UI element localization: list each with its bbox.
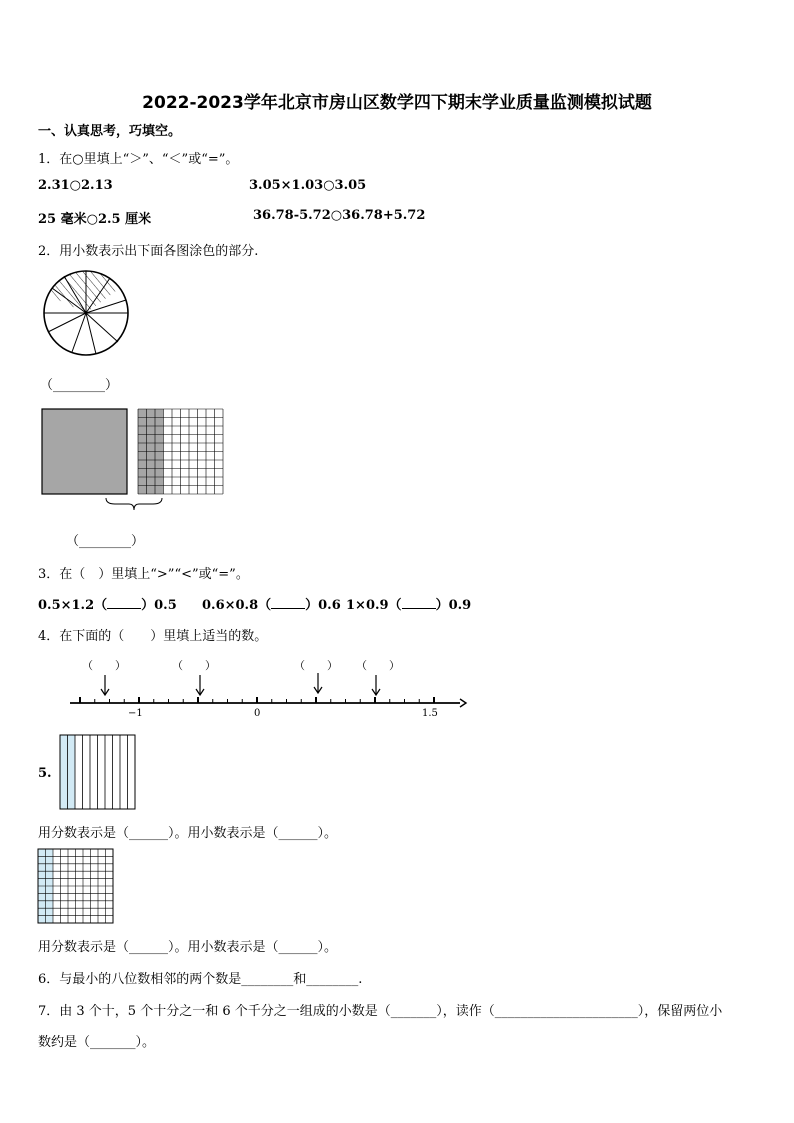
q3-item-2-right: ）0.6: [305, 598, 341, 613]
q4-paren-4[interactable]: （ ）: [356, 659, 400, 672]
q4-paren-2[interactable]: （ ）: [172, 659, 216, 672]
q7-line-2: 数约是（_______）。: [38, 1035, 156, 1050]
brace: [105, 497, 163, 511]
q1-item-4: 36.78-5.72○36.78+5.72: [253, 208, 426, 223]
q4-text: 4．在下面的（ ）里填上适当的数。: [38, 629, 268, 644]
q1-item-2: 3.05×1.03○3.05: [249, 178, 367, 193]
q3-blank-1[interactable]: [107, 596, 141, 609]
q3-blank-3[interactable]: [402, 596, 436, 609]
q3-text: 3．在（ ）里填上“>”“<”或“=”。: [38, 567, 249, 582]
q3-item-1-right: ）0.5: [141, 598, 177, 613]
q3-item-2: [202, 594, 341, 613]
tick-label-neg1: −1: [128, 708, 143, 719]
strip-figure: [59, 734, 137, 810]
q6-text: 6．与最小的八位数相邻的两个数是________和________.: [38, 972, 363, 987]
q3-item-3: [346, 594, 471, 613]
q3-item-1-left: 0.5×1.2（: [38, 598, 108, 613]
q3-item-3-right: ）0.9: [435, 598, 472, 613]
q5-line-2: 用分数表示是（______）。用小数表示是（______）。: [38, 940, 338, 955]
q1-item-1: 2.31○2.13: [38, 178, 113, 193]
q5-line-1: 用分数表示是（______）。用小数表示是（______）。: [38, 826, 338, 841]
shaded-circle-figure: [42, 270, 132, 358]
q3-blank-2[interactable]: [271, 596, 305, 609]
q1-text: 1．在○里填上“＞”、“＜”或“=”。: [38, 152, 239, 167]
q7-line-1: 7．由 3 个十，5 个十分之一和 6 个千分之一组成的小数是（_______），读作（______________________），保留两位小: [38, 1004, 723, 1019]
q3-item-3-left: 1×0.9（: [346, 598, 402, 613]
tick-label-0: 0: [254, 708, 261, 719]
q2-blank-2[interactable]: （________）: [66, 534, 145, 549]
q5-number: 5.: [38, 766, 52, 781]
q4-paren-3[interactable]: （ ）: [294, 659, 338, 672]
q2-text: 2．用小数表示出下面各图涂色的部分.: [38, 244, 259, 259]
square-grid-figure: [41, 408, 225, 496]
q3-item-1: [38, 594, 177, 613]
q2-blank-1[interactable]: （________）: [40, 378, 119, 393]
tick-label-1-5: 1.5: [422, 708, 438, 719]
q1-item-3: 25 毫米○2.5 厘米: [38, 212, 152, 227]
q3-item-2-left: 0.6×0.8（: [202, 598, 272, 613]
page-title: 2022-2023学年北京市房山区数学四下期末学业质量监测模拟试题: [142, 93, 652, 113]
section-heading: 一、认真思考，巧填空。: [38, 124, 182, 139]
hundred-grid-figure: [37, 848, 115, 924]
q4-paren-1[interactable]: （ ）: [82, 659, 126, 672]
